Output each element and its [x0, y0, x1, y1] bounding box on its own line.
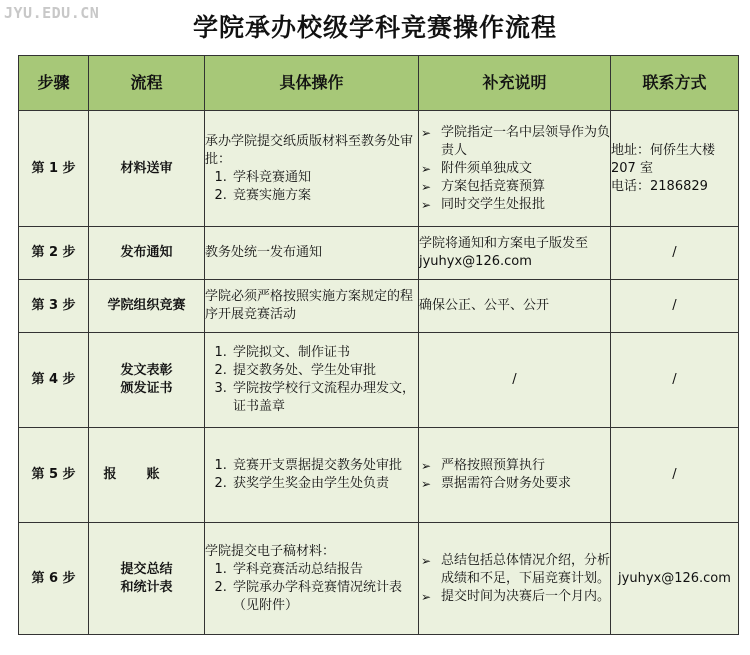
header-note: 补充说明 — [419, 56, 611, 111]
contact-cell: / — [611, 227, 739, 280]
table-row — [19, 227, 739, 280]
contact-cell — [611, 111, 739, 227]
list-item: ➢ 票据需符合财务处要求 — [441, 475, 610, 493]
table-row — [19, 111, 739, 227]
list-item: 1. 竞赛开支票据提交教务处审批 — [231, 457, 418, 475]
process-cell: 发布通知 — [89, 227, 205, 280]
list-item: ➢ 严格按照预算执行 — [441, 457, 610, 475]
step-cell: 第 6 步 — [19, 523, 89, 635]
operation-list — [205, 344, 418, 416]
list-item: ➢ 提交时间为决赛后一个月内。 — [441, 588, 610, 606]
header-process: 流程 — [89, 56, 205, 111]
note-cell — [419, 428, 611, 523]
list-item: 2. 学院承办学科竞赛情况统计表（见附件） — [231, 579, 418, 615]
table-row — [19, 333, 739, 428]
process-line: 颁发证书 — [120, 381, 173, 396]
list-item: 1. 学科竞赛通知 — [231, 169, 418, 187]
page-title: 学院承办校级学科竞赛操作流程 — [192, 13, 557, 42]
list-item: 1. 学科竞赛活动总结报告 — [231, 561, 418, 579]
operation-list — [205, 169, 418, 205]
operation-cell — [205, 333, 419, 428]
operation-cell — [205, 428, 419, 523]
operation-lead: 承办学院提交纸质版材料至教务处审批： — [205, 133, 414, 167]
note-cell — [419, 111, 611, 227]
contact-phone: 电话：2186829 — [611, 178, 708, 194]
list-item: ➢ 附件须单独成文 — [441, 160, 610, 178]
table-row — [19, 280, 739, 333]
list-item: 2. 提交教务处、学生处审批 — [231, 362, 418, 380]
header-contact: 联系方式 — [611, 56, 739, 111]
header-operation: 具体操作 — [205, 56, 419, 111]
note-list — [419, 552, 610, 606]
operation-list — [205, 561, 418, 615]
step-cell: 第 4 步 — [19, 333, 89, 428]
contact-cell: / — [611, 333, 739, 428]
operation-cell — [205, 111, 419, 227]
process-line: 发文表彰 — [120, 363, 173, 378]
contact-address: 地址：何侨生大楼 207 室 — [611, 142, 716, 176]
operation-cell — [205, 523, 419, 635]
step-cell: 第 2 步 — [19, 227, 89, 280]
contact-cell: / — [611, 428, 739, 523]
operation-list — [205, 457, 418, 493]
list-item: 1. 学院拟文、制作证书 — [231, 344, 418, 362]
list-item: 2. 获奖学生奖金由学生处负责 — [231, 475, 418, 493]
process-cell — [89, 333, 205, 428]
process-table — [18, 55, 739, 635]
contact-cell: / — [611, 280, 739, 333]
note-cell: / — [419, 333, 611, 428]
step-cell: 第 5 步 — [19, 428, 89, 523]
process-cell: 材料送审 — [89, 111, 205, 227]
list-item: ➢ 方案包括竞赛预算 — [441, 178, 610, 196]
list-item: ➢ 同时交学生处报批 — [441, 196, 610, 214]
note-list — [419, 457, 610, 493]
list-item: 2. 竞赛实施方案 — [231, 187, 418, 205]
operation-lead: 学院提交电子稿材料： — [205, 543, 336, 559]
header-step: 步骤 — [19, 56, 89, 111]
note-cell: 学院将通知和方案电子版发至 jyuhyx@126.com — [419, 227, 611, 280]
process-cell — [89, 428, 205, 523]
note-list — [419, 124, 610, 214]
table-row — [19, 428, 739, 523]
list-item: ➢ 总结包括总体情况介绍，分析成绩和不足，下届竞赛计划。 — [441, 552, 610, 588]
process-cell — [89, 523, 205, 635]
operation-cell: 学院必须严格按照实施方案规定的程序开展竞赛活动 — [205, 280, 419, 333]
list-item: ➢ 学院指定一名中层领导作为负责人 — [441, 124, 610, 160]
step-cell: 第 3 步 — [19, 280, 89, 333]
note-cell: 确保公正、公平、公开 — [419, 280, 611, 333]
process-line: 提交总结 — [120, 561, 173, 577]
header-row — [19, 56, 739, 111]
process-cell: 学院组织竞赛 — [89, 280, 205, 333]
table-row — [19, 523, 739, 635]
step-cell: 第 1 步 — [19, 111, 89, 227]
operation-cell: 教务处统一发布通知 — [205, 227, 419, 280]
contact-cell: jyuhyx@126.com — [611, 523, 739, 635]
list-item: 3. 学院按学校行文流程办理发文，证书盖章 — [231, 380, 418, 416]
process-label: 报账 — [103, 467, 190, 482]
watermark: JYU.EDU.CN — [4, 4, 100, 22]
note-cell — [419, 523, 611, 635]
process-line: 和统计表 — [120, 579, 173, 595]
